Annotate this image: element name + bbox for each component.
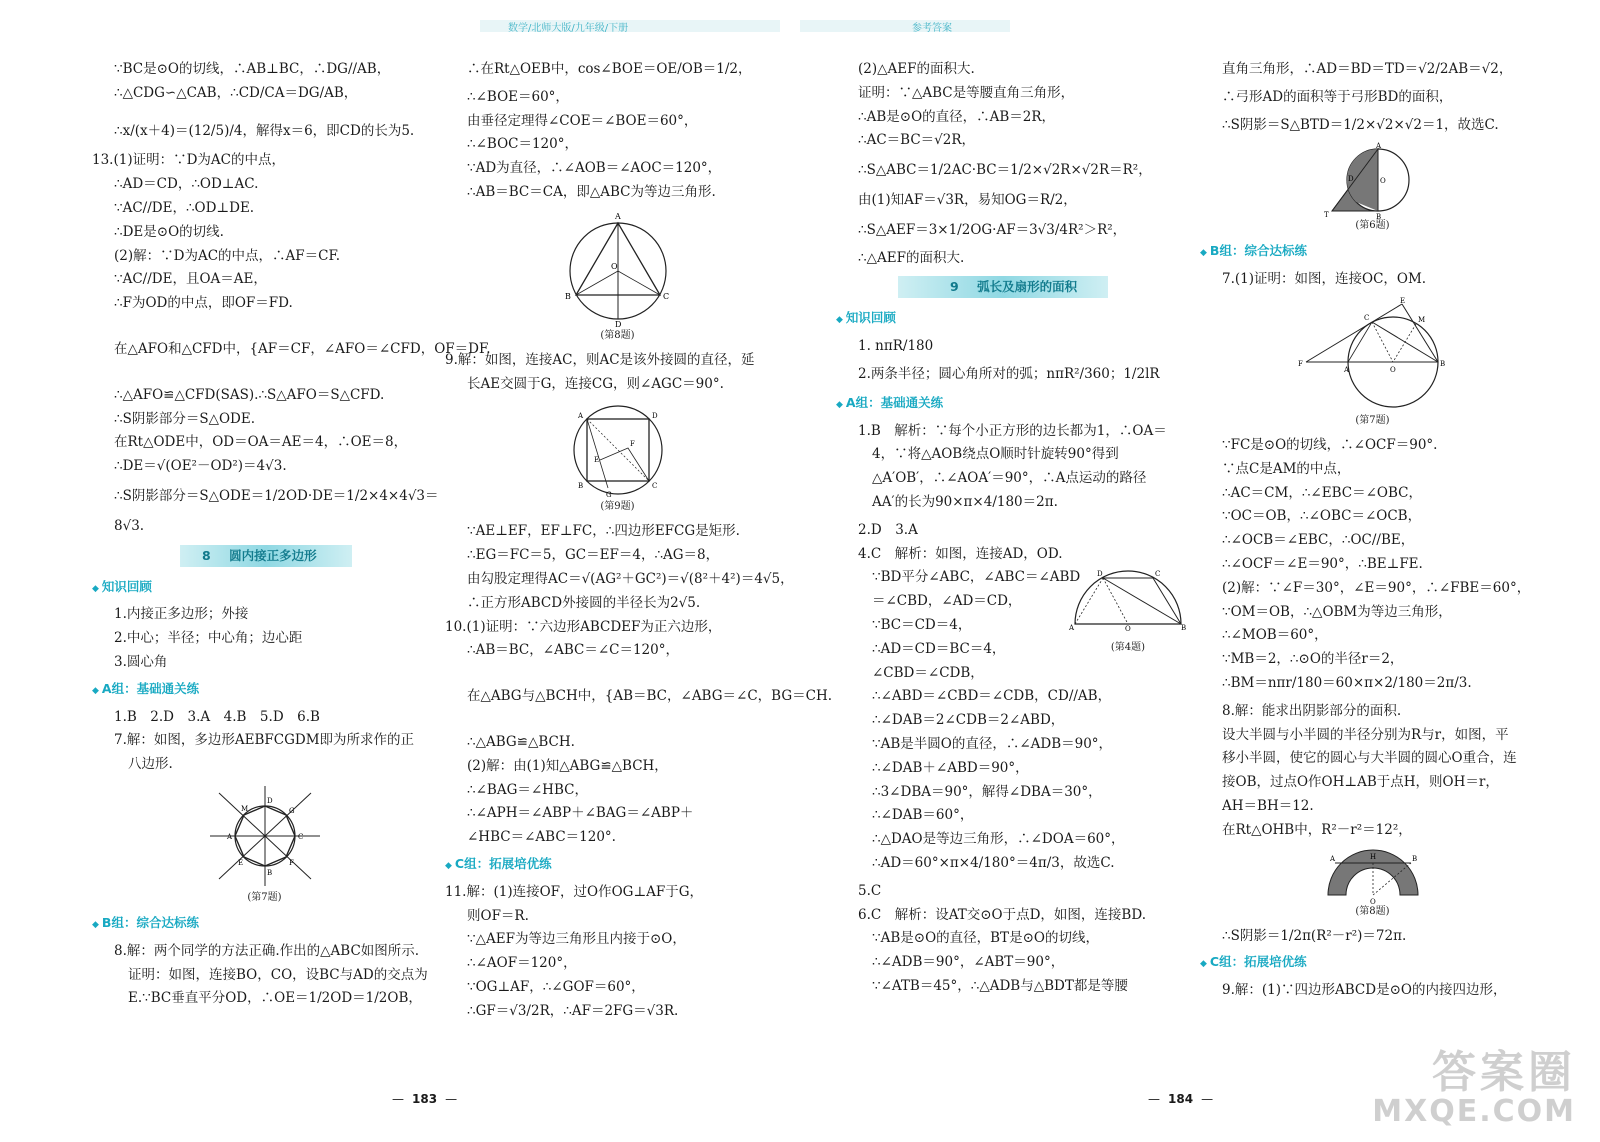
text-line: 由勾股定理得AC＝√(AG²＋GC²)＝√(8²＋4²)＝4√5， <box>467 570 794 587</box>
text-line: 在Rt△OHB中，R²－r²＝12²， <box>1222 821 1412 838</box>
fig-label: O <box>610 261 618 271</box>
subheading-review: ◆ 知识回顾 <box>836 306 1181 333</box>
section-number: 9 <box>950 279 959 295</box>
column-2 <box>445 58 833 1024</box>
text-line: ∵BD平分∠ABC，∠ABC＝∠ABD <box>872 569 1081 586</box>
text-line: ∴∠ADB＝90°，∠ABT＝90°， <box>872 954 1065 971</box>
fig-label: D <box>1347 175 1354 184</box>
text-line: ∴AD＝CD＝BC＝4， <box>872 640 1006 657</box>
text-line: 7.(1)证明：如图，连接OC，OM. <box>1222 271 1427 288</box>
fig-label: C <box>1363 313 1369 322</box>
fig-label: B <box>1375 213 1381 222</box>
fig-label: H <box>1369 852 1376 861</box>
fig-label: G <box>605 491 612 500</box>
text-line: ∴DE＝√(OE²－OD²)＝4√3. <box>114 458 287 475</box>
text-line: ∴∠DAB＋∠ABD＝90°， <box>872 759 1029 776</box>
text-line: ∵OG⊥AF，∴∠GOF＝60°， <box>467 978 645 995</box>
text-line: ∴∠OCB＝∠EBC，∴OC//BE， <box>1222 532 1415 549</box>
fig-label: A <box>226 832 232 841</box>
text-line: 5.C <box>858 882 882 899</box>
text-line: 2.中心；半径；中心角；边心距 <box>114 630 303 647</box>
fig-label: E <box>593 456 599 465</box>
section-banner-9 <box>898 276 1108 298</box>
subheading-group-a: ◆ A组：基础通关练 <box>836 391 1181 418</box>
text-line: 证明：∵△ABC是等腰直角三角形， <box>858 84 1075 101</box>
section-title: 圆内接正多边形 <box>229 547 317 563</box>
text-line: ∠CBD＝∠CDB， <box>872 664 984 681</box>
text-line: (2)解：由(1)知△ABG≌△BCH， <box>467 757 668 774</box>
column-1 <box>92 58 491 1011</box>
text-line: ∵AC//DE，∴OD⊥DE. <box>114 199 255 216</box>
text-line: ＝∠CBD，∠AD＝CD， <box>872 593 1022 610</box>
fig-label: T <box>1323 211 1329 220</box>
text-line: 在△AFO和△CFD中，{AF＝CF，∠AFO＝∠CFD，OF＝DF. <box>114 340 491 357</box>
subheading-group-b: ◆ B组：综合达标练 <box>1200 239 1545 266</box>
text-line: 移小半圆，使它的圆心与大半圆的圆心O重合，连 <box>1222 750 1517 767</box>
fig-label: F <box>629 440 635 449</box>
text-line: 在△ABG与△BCH中，{AB＝BC，∠ABG＝∠C，BG＝CH. <box>467 688 833 705</box>
text-line: 直角三角形，∴AD＝BD＝TD＝√2/2AB＝√2， <box>1222 61 1513 77</box>
text-line: ∴∠MOB＝60°， <box>1222 627 1328 644</box>
text-line: 8√3. <box>114 517 145 534</box>
text-line: (2)△AEF的面积大. <box>858 61 975 77</box>
watermark-logo <box>1372 1047 1576 1129</box>
octagon-figure <box>205 781 325 891</box>
text-line: ∴∠DAB＝2∠CDB＝2∠ABD， <box>872 712 1065 729</box>
text-line: 4，∵将△AOB绕点O顺时针旋转90°得到 <box>872 446 1119 463</box>
text-line: ∴AB＝BC，∠ABC＝∠C＝120°， <box>467 642 679 659</box>
figure-caption: (第6题) <box>1355 220 1390 232</box>
fig-label: D <box>266 796 273 805</box>
text-line: ∴S阴影部分＝S△ODE. <box>114 410 256 427</box>
text-line: ∵OC＝OB，∴∠OBC＝∠OCB， <box>1222 508 1422 525</box>
text-line: 1.B 解析：∵每个小正方形的边长都为1，∴OA＝ <box>858 422 1167 439</box>
fig-label: D <box>1097 570 1103 579</box>
text-line: ∴AB＝BC＝CA，即△ABC为等边三角形. <box>467 183 716 200</box>
fig-label: C <box>1155 570 1161 579</box>
text-line: AA′的长为90×π×4/180＝2π. <box>872 493 1058 510</box>
text-line: ∴S阴影部分＝S△ODE＝1/2OD·DE＝1/2×4×4√3＝ <box>114 487 439 504</box>
text-line: 长AE交圆于G，连接CG，则∠AGC＝90°. <box>467 375 724 392</box>
text-line: ∵BC是⊙O的切线，∴AB⊥BC，∴DG//AB， <box>114 61 391 77</box>
fig-label: B <box>1439 359 1445 368</box>
text-line: ∴△AFO≌△CFD(SAS).∴S△AFO＝S△CFD. <box>114 386 385 403</box>
text-line: ∴x/(x＋4)＝(12/5)/4，解得x＝6，即CD的长为5. <box>114 122 415 139</box>
text-line: 3.圆心角 <box>114 653 168 670</box>
page-number-left: — 183 — <box>384 1092 465 1106</box>
text-line: 8.解：能求出阴影部分的面积. <box>1222 702 1402 719</box>
header-right: 参考答案 <box>912 23 952 34</box>
text-line: ∴AC＝BC＝√2R， <box>858 132 976 149</box>
page-number-right: — 184 — <box>1140 1092 1221 1106</box>
fig-label: F <box>288 858 294 867</box>
fig-label: C <box>662 291 669 301</box>
fig-label: E <box>1399 296 1405 305</box>
fig-label: B <box>564 291 571 301</box>
text-line: ∠HBC＝∠ABC＝120°. <box>467 829 616 846</box>
text-line: 设大半圆与小半圆的半径分别为R与r，如图，平 <box>1222 726 1509 743</box>
fig-label: A <box>577 412 583 421</box>
header-bar <box>800 20 1010 32</box>
text-line: 8.解：两个同学的方法正确.作出的△ABC如图所示. <box>114 942 420 959</box>
text-line: ∴△CDG∽△CAB，∴CD/CA＝DG/AB， <box>114 84 358 101</box>
fig-label: A <box>1069 624 1075 633</box>
text-line: (2)解：∵∠F＝30°，∠E＝90°，∴∠FBE＝60°， <box>1222 579 1531 596</box>
text-line: △A′OB′，∴∠AOA′＝90°，∴A点运动的路径 <box>872 470 1147 487</box>
answer-line: 1.B 2.D 3.A 4.B 5.D 6.B <box>114 708 320 725</box>
text-line: 13.(1)证明：∵D为AC的中点， <box>92 152 285 169</box>
text-line: ∵OM＝OB，∴△OBM为等边三角形， <box>1222 603 1452 620</box>
text-line: 6.C 解析：设AT交⊙O于点D，如图，连接BD. <box>858 906 1146 923</box>
subheading-review: ◆ 知识回顾 <box>92 575 437 602</box>
subheading-group-c: ◆ C组：拓展培优练 <box>445 852 790 879</box>
fig-label: A <box>1375 142 1381 151</box>
text-line: ∵△AEF为等边三角形且内接于⊙O， <box>467 931 686 948</box>
watermark-line2: MXQE.COM <box>1372 1094 1576 1129</box>
text-line: ∵AC//DE，且OA＝AE， <box>114 271 267 288</box>
text-line: 2.两条半径；圆心角所对的弧；nπR²/360；1/2lR <box>858 365 1160 382</box>
text-line: 7.解：如图，多边形AEBFCGDM即为所求作的正 <box>114 732 415 749</box>
watermark-line1: 答案圈 <box>1432 1047 1576 1098</box>
fig-label: G <box>288 806 295 815</box>
text-line: ∴GF＝√3/2R，∴AF＝2FG＝√3R. <box>467 1002 679 1019</box>
fig-label: F <box>1297 359 1303 368</box>
figure-4-wrap <box>1069 566 1187 661</box>
text-line: 10.(1)证明：∵六边形ABCDEF为正六边形， <box>445 618 722 635</box>
fig-label: O <box>1389 365 1396 374</box>
text-line: ∴∠BOE＝60°， <box>467 88 569 105</box>
fig-label: A <box>614 211 621 221</box>
text-line: 八边形. <box>128 756 173 773</box>
text-line: ∴正方形ABCD外接圆的半径长为2√5. <box>467 594 701 611</box>
text-line: ∴∠AOF＝120°， <box>467 955 577 972</box>
text-line: ∴AC＝CM，∴∠EBC＝∠OBC， <box>1222 484 1422 501</box>
fig-label: O <box>1125 625 1131 634</box>
text-line: ∴∠ABD＝∠CBD＝∠CDB，CD//AB， <box>872 688 1112 705</box>
figure-caption: (第7题) <box>247 891 282 903</box>
figure-caption: (第8题) <box>600 329 635 341</box>
fig-label: E <box>237 858 243 867</box>
right-page <box>800 0 1600 1142</box>
text-line: ∵FC是⊙O的切线，∴∠OCF＝90°. <box>1222 436 1438 453</box>
text-line: ∴∠APH＝∠ABP＋∠BAG＝∠ABP＋ <box>467 805 694 822</box>
text-line: ∴EG＝FC＝5，GC＝EF＝4，∴AG＝8， <box>467 547 720 564</box>
fig-label: O <box>1379 177 1386 186</box>
text-line: 11.解：(1)连接OF，过O作OG⊥AF于G， <box>445 883 704 900</box>
fig-label: A <box>1329 854 1335 863</box>
figure-caption: (第4题) <box>1110 642 1146 654</box>
column-4 <box>1200 58 1545 1003</box>
fig-label: M <box>240 804 248 813</box>
section-title: 弧长及扇形的面积 <box>977 279 1078 295</box>
text-line: ∴S阴影＝1/2π(R²－r²)＝72π. <box>1222 927 1407 944</box>
text-line: 接OB，过点O作OH⊥AB于点H，则OH＝r， <box>1222 774 1499 791</box>
text-line: ∴△AEF的面积大. <box>858 249 965 266</box>
fig-label: O <box>1369 897 1376 906</box>
fig-label: B <box>1411 854 1417 863</box>
text-line: ∴AD＝60°×π×4/180°＝4π/3，故选C. <box>872 854 1115 871</box>
fig-label: C <box>651 482 657 491</box>
semicircle-ring-figure <box>1318 847 1428 905</box>
text-line: 1. nπR/180 <box>858 338 934 355</box>
text-line: ∴AB是⊙O的直径，∴AB＝2R， <box>858 108 1056 125</box>
fig-label: B <box>1181 624 1187 633</box>
figure-caption: (第8题) <box>1355 905 1390 917</box>
square-figure <box>568 400 668 500</box>
semicircle-figure <box>1069 566 1187 632</box>
text-line: ∴DE是⊙O的切线. <box>114 223 224 240</box>
text-line: 在Rt△ODE中，OD＝OA＝AE＝4，∴OE＝8， <box>114 434 408 451</box>
text-line: 证明：如图，连接BO，CO，设BC与AD的交点为 <box>128 966 428 983</box>
text-line: ∴AD＝CD，∴OD⊥AC. <box>114 176 259 193</box>
text-line: ∵AD为直径，∴∠AOB＝∠AOC＝120°， <box>467 160 722 177</box>
text-line: 1.内接正多边形；外接 <box>114 606 249 623</box>
text-line: ∵MB＝2，∴⊙O的半径r＝2， <box>1222 651 1404 668</box>
text-line: 2.D 3.A <box>858 521 918 538</box>
fig-label: A <box>1343 365 1349 374</box>
text-line: ∴∠BAG＝∠HBC， <box>467 781 588 798</box>
text-line: ∴3∠DBA＝90°，解得∠DBA＝30°， <box>872 783 1102 800</box>
header-left: 数学/北师大版/九年级/下册 <box>508 23 629 34</box>
figure-caption: (第9题) <box>600 501 635 513</box>
text-line: 由(1)知AF＝√3R，易知OG＝R/2， <box>858 191 1077 208</box>
text-line: ∴F为OD的中点，即OF＝FD. <box>114 295 293 312</box>
subheading-group-a: ◆ A组：基础通关练 <box>92 677 437 704</box>
column-3 <box>836 58 1187 999</box>
text-line: 9.解：如图，连接AC，则AC是该外接圆的直径，延 <box>445 351 755 368</box>
text-line: ∴BM＝nπr/180＝60×π×2/180＝2π/3. <box>1222 674 1472 691</box>
text-line: ∴弓形AD的面积等于弓形BD的面积， <box>1222 88 1453 105</box>
subheading-group-c: ◆ C组：拓展培优练 <box>1200 950 1545 977</box>
text-line: ∵点C是AM的中点， <box>1222 460 1351 477</box>
circle-tangent-figure-7 <box>1298 296 1448 414</box>
text-line: ∴S△AEF＝3×1/2OG·AF＝3√3/4R²＞R²， <box>858 221 1127 238</box>
text-line: 4.C 解析：如图，连接AD，OD. <box>858 545 1063 562</box>
text-line: ∴∠OCF＝∠E＝90°，∴BE⊥FE. <box>1222 555 1423 572</box>
text-line: 9.解：(1)∵四边形ABCD是⊙O的内接四边形， <box>1222 982 1507 999</box>
text-line: 则OF＝R. <box>467 907 529 924</box>
text-line: ∵AE⊥EF，EF⊥FC，∴四边形EFCG是矩形. <box>467 523 740 540</box>
text-line: ∵BC＝CD＝4， <box>872 616 972 633</box>
text-line: ∴△ABG≌△BCH. <box>467 733 575 750</box>
text-line: ∵∠ATB＝45°，∴△ADB与△BDT都是等腰 <box>872 977 1128 994</box>
figure-caption: (第7题) <box>1355 414 1390 426</box>
text-line: ∵AB是⊙O的直径，BT是⊙O的切线， <box>872 930 1099 947</box>
text-line: (2)解：∵D为AC的中点，∴AF＝CF. <box>114 247 341 264</box>
text-line: AH＝BH＝12. <box>1222 797 1314 814</box>
fig-label: C <box>297 832 303 841</box>
fig-label: M <box>1417 315 1425 324</box>
subheading-group-b: ◆ B组：综合达标练 <box>92 911 437 938</box>
fig-label: B <box>577 482 583 491</box>
text-line: ∴S阴影＝S△BTD＝1/2×√2×√2＝1，故选C. <box>1222 116 1499 133</box>
circle-tangent-figure <box>1318 141 1428 222</box>
text-line: ∴∠DAB＝60°， <box>872 807 974 824</box>
fig-label: D <box>614 319 621 329</box>
header-bar <box>480 20 780 32</box>
fig-label: B <box>266 868 272 877</box>
text-line: 由垂径定理得∠COE＝∠BOE＝60°， <box>467 112 698 129</box>
text-line: ∴在Rt△OEB中，cos∠BOE＝OE/OB＝1/2， <box>467 61 752 77</box>
text-line: E.∵BC垂直平分OD，∴OE＝1/2OD＝1/2OB， <box>128 990 422 1007</box>
section-banner-8 <box>180 545 352 567</box>
text-line: ∵AB是半圆O的直径，∴∠ADB＝90°， <box>872 735 1113 752</box>
text-line: ∴S△ABC＝1/2AC·BC＝1/2×√2R×√2R＝R²， <box>858 162 1152 179</box>
text-line: ∴∠BOC＝120°， <box>467 136 578 153</box>
text-line: ∴△DAO是等边三角形，∴∠DOA＝60°， <box>872 831 1125 848</box>
section-number: 8 <box>202 547 211 563</box>
fig-label: D <box>651 412 658 421</box>
equilateral-triangle-figure <box>553 209 683 329</box>
